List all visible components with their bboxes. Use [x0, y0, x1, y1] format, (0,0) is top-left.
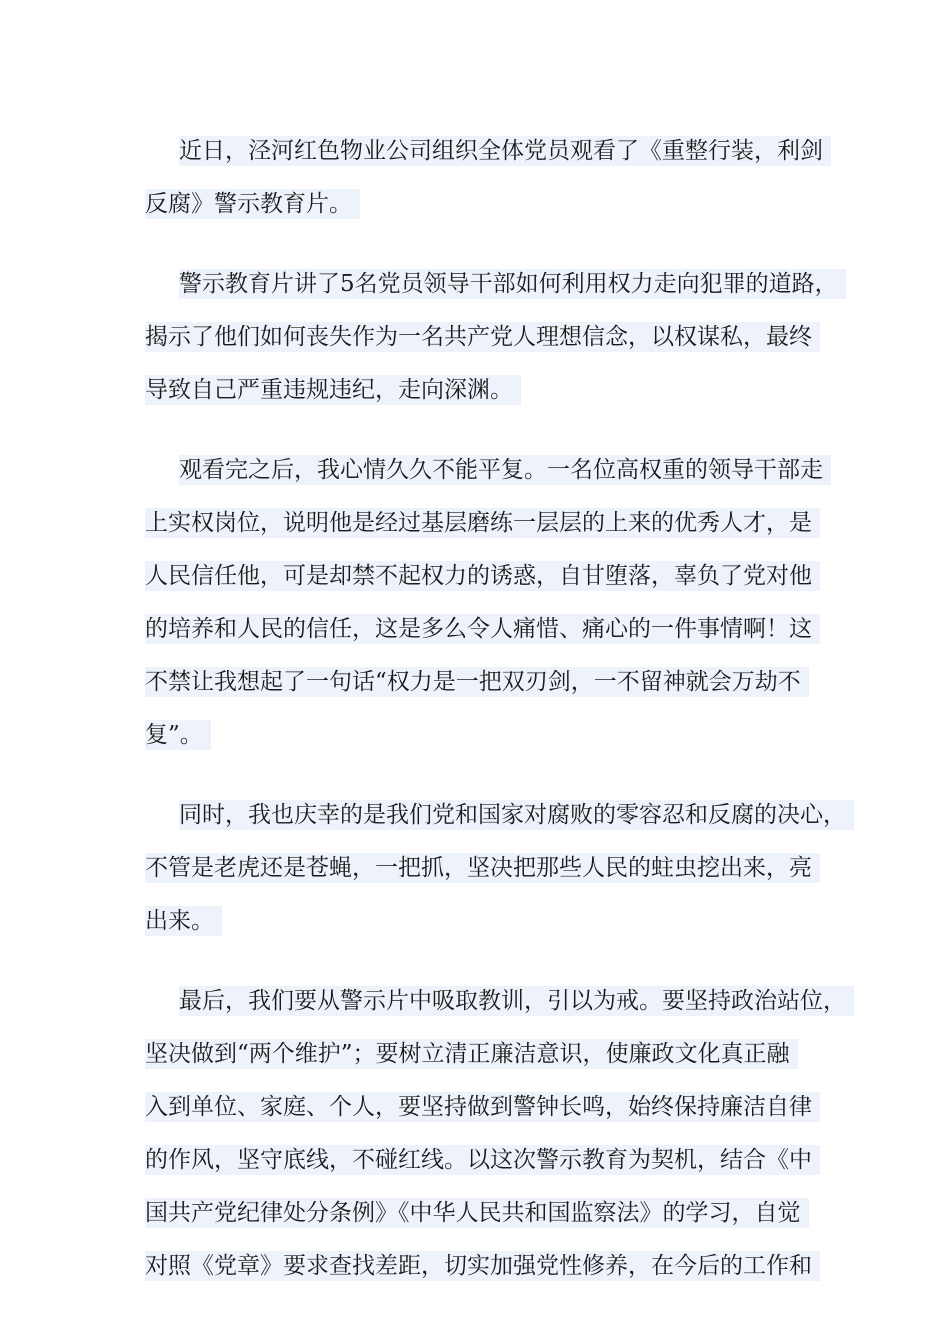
line-text: 同时，我也庆幸的是我们党和国家对腐败的零容忍和反腐的决心， [179, 800, 854, 830]
line-text: 对照《党章》要求查找差距，切实加强党性修养，在今后的工作和 [145, 1251, 820, 1281]
line-text: 入到单位、家庭、个人，要坚持做到警钟长鸣，始终保持廉洁自律 [145, 1092, 820, 1122]
line-text: 的培养和人民的信任，这是多么令人痛惜、痛心的一件事情啊！这 [145, 614, 820, 644]
document-body [145, 128, 845, 1323]
text-line [145, 1031, 845, 1084]
text-line [145, 712, 845, 765]
paragraph-2 [145, 261, 845, 420]
paragraph-1 [145, 128, 845, 234]
line-text: 上实权岗位，说明他是经过基层磨练一层层的上来的优秀人才，是 [145, 508, 820, 538]
text-line [145, 1137, 845, 1190]
text-line [145, 128, 845, 181]
line-text: 不禁让我想起了一句话“权力是一把双刃剑，一不留神就会万劫不 [145, 667, 809, 697]
line-text: 揭示了他们如何丧失作为一名共产党人理想信念，以权谋私，最终 [145, 322, 820, 352]
text-line [145, 792, 845, 845]
text-line [145, 659, 845, 712]
line-text: 坚决做到“两个维护”；要树立清正廉洁意识，使廉政文化真正融 [145, 1039, 798, 1069]
line-text: 出来。 [145, 906, 222, 936]
line-text: 观看完之后，我心情久久不能平复。一名位高权重的领导干部走 [179, 455, 831, 485]
paragraph-4 [145, 792, 845, 951]
text-line [145, 500, 845, 553]
text-line [145, 314, 845, 367]
text-line [145, 447, 845, 500]
line-text: 警示教育片讲了5名党员领导干部如何利用权力走向犯罪的道路， [179, 269, 846, 299]
line-text: 的作风，坚守底线，不碰红线。以这次警示教育为契机，结合《中 [145, 1145, 820, 1175]
text-line [145, 367, 845, 420]
text-line [145, 845, 845, 898]
paragraph-5 [145, 978, 845, 1296]
line-text: 导致自己严重违规违纪，走向深渊。 [145, 375, 521, 405]
line-text: 反腐》警示教育片。 [145, 189, 360, 219]
text-line [145, 606, 845, 659]
text-line [145, 898, 845, 951]
line-text: 近日，泾河红色物业公司组织全体党员观看了《重整行装，利剑 [179, 136, 831, 166]
line-text: 国共产党纪律处分条例》《中华人民共和国监察法》的学习，自觉 [145, 1198, 809, 1228]
text-line [145, 978, 845, 1031]
text-line [145, 1243, 845, 1296]
text-line [145, 1084, 845, 1137]
text-line [145, 1190, 845, 1243]
text-line [145, 261, 845, 314]
line-text: 不管是老虎还是苍蝇，一把抓，坚决把那些人民的蛀虫挖出来，亮 [145, 853, 820, 883]
line-text: 复”。 [145, 720, 211, 750]
line-text: 人民信任他，可是却禁不起权力的诱惑，自甘堕落，辜负了党对他 [145, 561, 820, 591]
line-text: 最后，我们要从警示片中吸取教训，引以为戒。要坚持政治站位， [179, 986, 854, 1016]
text-line [145, 553, 845, 606]
text-line [145, 181, 845, 234]
paragraph-3 [145, 447, 845, 765]
